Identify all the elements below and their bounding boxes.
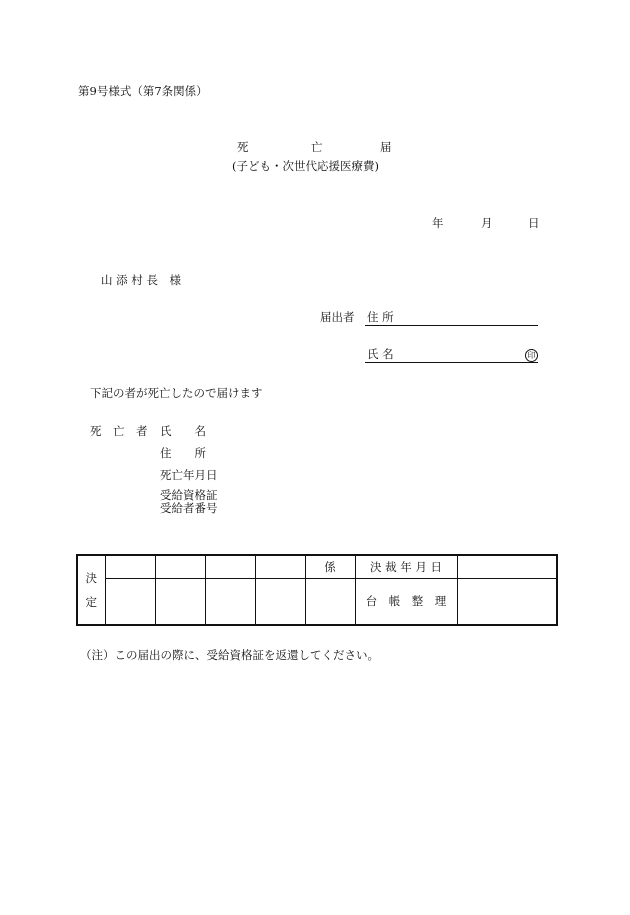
- title-char-2: 亡: [311, 140, 323, 154]
- staff-header: 係: [305, 555, 355, 578]
- notifier-address-field[interactable]: [365, 311, 538, 326]
- deceased-field-name: 氏 名: [160, 424, 206, 438]
- footnote: （注）この届出の際に、受給資格証を返還してください。: [80, 648, 379, 662]
- ledger-header: 台 帳 整 理: [355, 578, 457, 625]
- stamp-cell[interactable]: [155, 555, 205, 578]
- stamp-cell[interactable]: [105, 578, 155, 625]
- deceased-field-certificate: 受給資格証: [160, 488, 218, 502]
- deceased-label: 死 亡 者: [90, 424, 148, 438]
- title-subtitle: (子ども・次世代応援医療費): [232, 159, 379, 173]
- notifier-name-field[interactable]: [365, 348, 538, 363]
- deceased-field-recipient-number: 受給者番号: [160, 501, 218, 515]
- stamp-cell[interactable]: [155, 578, 205, 625]
- statement-text: 下記の者が死亡したので届けます: [90, 386, 263, 400]
- decision-char-top: 決: [85, 571, 97, 585]
- addressee: 山 添 村 長 様: [101, 273, 181, 287]
- notifier-address-label: 住 所: [367, 310, 394, 324]
- date-year-label: 年: [432, 216, 444, 230]
- decision-date-header: 決 裁 年 月 日: [355, 555, 457, 578]
- form-number: 第9号様式（第7条関係）: [78, 84, 208, 98]
- deceased-field-address: 住 所: [160, 446, 206, 460]
- deceased-field-death-date: 死亡年月日: [160, 468, 218, 482]
- date-month-label: 月: [481, 216, 493, 230]
- title-char-1: 死: [237, 140, 249, 154]
- decision-date-value[interactable]: [457, 555, 557, 578]
- ledger-value[interactable]: [457, 578, 557, 625]
- stamp-cell[interactable]: [255, 555, 305, 578]
- staff-stamp-cell[interactable]: [305, 578, 355, 625]
- title-char-3: 届: [380, 140, 392, 154]
- decision-vertical-label: [77, 555, 105, 625]
- notifier-name-label: 氏 名: [367, 347, 394, 361]
- date-day-label: 日: [528, 216, 540, 230]
- approval-table: [76, 554, 558, 626]
- stamp-cell[interactable]: [205, 555, 255, 578]
- stamp-cell[interactable]: [105, 555, 155, 578]
- stamp-cell[interactable]: [205, 578, 255, 625]
- stamp-cell[interactable]: [255, 578, 305, 625]
- seal-mark: 印: [525, 349, 538, 362]
- notifier-label: 届出者: [320, 310, 355, 324]
- decision-char-bottom: 定: [85, 595, 97, 609]
